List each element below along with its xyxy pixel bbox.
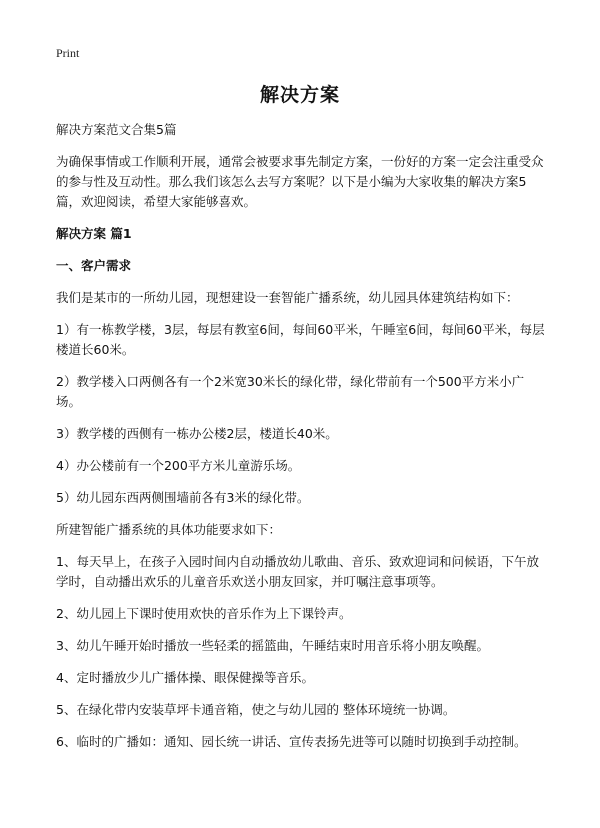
section-subheading: 一、客户需求 [56, 258, 132, 273]
requirement-item: 6、临时的广播如：通知、园长统一讲话、宣传表扬先进等可以随时切换到手动控制。 [56, 734, 527, 749]
document-body [56, 120, 548, 764]
requirement-item: 2、幼儿园上下课时使用欢快的音乐作为上下课铃声。 [56, 606, 352, 621]
structure-item: 3）教学楼的西侧有一栋办公楼2层，楼道长40米。 [56, 426, 338, 441]
structure-lead: 我们是某市的一所幼儿园，现想建设一套智能广播系统，幼儿园具体建筑结构如下： [56, 290, 519, 305]
requirement-item: 4、定时播放少儿广播体操、眼保健操等音乐。 [56, 670, 314, 685]
requirement-item: 5、在绿化带内安装草坪卡通音箱，使之与幼儿园的 整体环境统一协调。 [56, 702, 456, 717]
structure-item: 4）办公楼前有一个200平方米儿童游乐场。 [56, 458, 301, 473]
structure-item: 5）幼儿园东西两侧围墙前各有3米的绿化带。 [56, 490, 310, 505]
structure-item: 1）有一栋教学楼，3层，每层有教室6间，每间60平米，午睡室6间，每间60平米，每层楼道长60米。 [56, 322, 545, 357]
requirement-item: 1、每天早上，在孩子入园时间内自动播放幼儿歌曲、音乐、致欢迎词和问候语，下午放学时，自动播出欢乐的儿童音乐欢送小朋友回家，并叮嘱注意事项等。 [56, 554, 539, 589]
print-label: Print [56, 46, 80, 60]
requirements-lead: 所建智能广播系统的具体功能要求如下： [56, 522, 282, 537]
document-subtitle: 解决方案范文合集5篇 [56, 122, 177, 137]
page-title: 解决方案 [259, 84, 340, 106]
requirement-item: 3、幼儿午睡开始时播放一些轻柔的摇篮曲，午睡结束时用音乐将小朋友唤醒。 [56, 638, 489, 653]
section-heading: 解决方案 篇1 [56, 226, 132, 241]
structure-item: 2）教学楼入口两侧各有一个2米宽30米长的绿化带，绿化带前有一个500平方米小广场。 [56, 374, 525, 409]
intro-paragraph: 为确保事情或工作顺利开展，通常会被要求事先制定方案，一份好的方案一定会注重受众的参与性及互动性。那么我们该怎么去写方案呢？以下是小编为大家收集的解决方案5篇，欢迎阅读，希望大家能够喜欢。 [56, 154, 544, 209]
